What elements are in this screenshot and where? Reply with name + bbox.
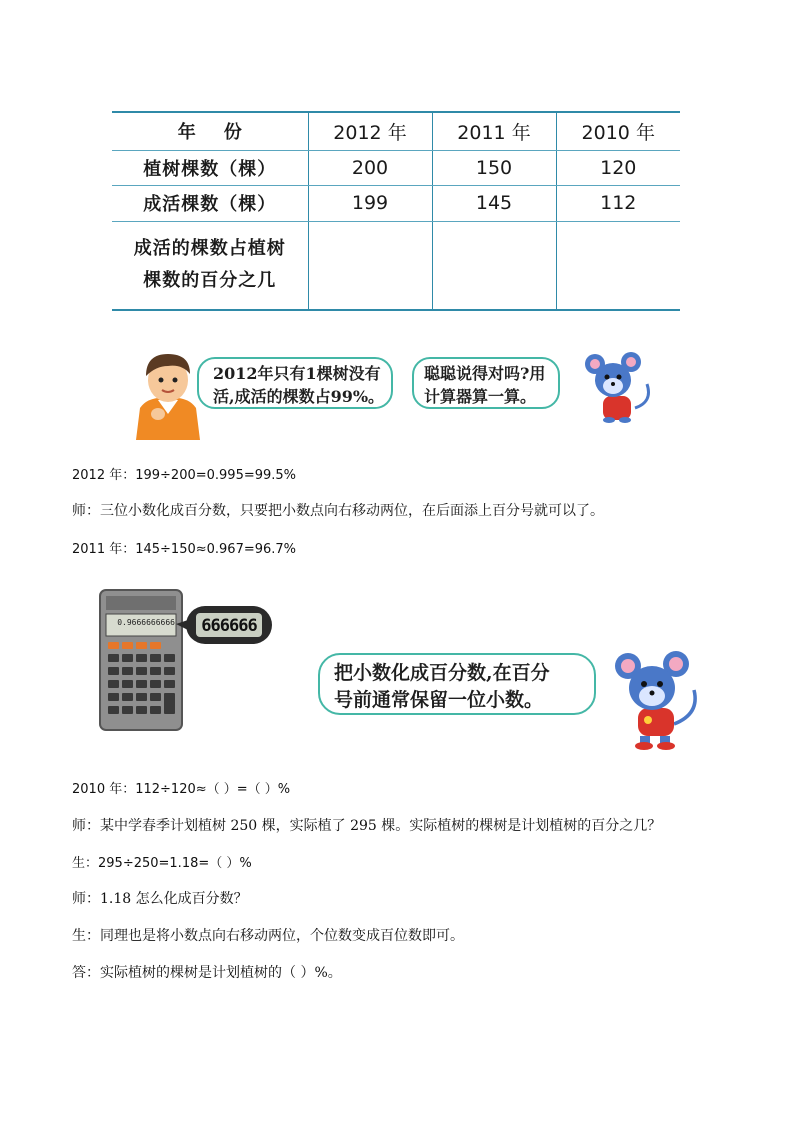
boy-illustration (128, 348, 206, 440)
mouse-tip-line2: 号前通常保留一位小数。 (334, 689, 544, 711)
boy-speech-bubble (197, 357, 393, 409)
row-label-percent-line2: 棵数的百分之几 (143, 270, 277, 292)
student-answer: 生：同理也是将小数点向右移动两位，个位数变成百位数即可。 (72, 928, 464, 944)
cell-percent-2012 (308, 221, 432, 310)
table-row (112, 221, 680, 310)
cell-planted-2012: 200 (308, 150, 432, 185)
final-answer: 答：实际植树的棵树是计划植树的（ ）%。 (72, 965, 342, 981)
cell-planted-2010: 120 (556, 150, 680, 185)
teacher-question: 师：某中学春季计划植树 250 棵，实际植了 295 棵。实际植树的棵树是计划植树的百分之几？ (72, 818, 662, 834)
header-2010: 2010 年 (556, 112, 680, 150)
calculator-zoom-display: 666666 (201, 616, 257, 636)
calc-2012: 2012 年：199÷200=0.995=99.5% (72, 468, 297, 483)
table-row (112, 150, 680, 185)
row-label-percent-line1: 成活的棵数占植树 (133, 238, 286, 260)
table-row (112, 185, 680, 221)
calc-2011: 2011 年：145÷150≈0.967=96.7% (72, 542, 297, 557)
boy-speech-line1: 2012年只有1棵树没有 (213, 364, 381, 383)
calculator-display: 0.9666666666 (117, 618, 175, 627)
cell-percent-2010 (556, 221, 680, 310)
data-table (112, 111, 680, 309)
cell-survived-2011: 145 (432, 185, 556, 221)
mouse-speech-line1: 聪聪说得对吗?用 (424, 364, 546, 383)
cell-survived-2010: 112 (556, 185, 680, 221)
mouse-speech-bubble (412, 357, 560, 409)
mouse-tip-line1: 把小数化成百分数,在百分 (334, 662, 550, 684)
teacher-question-2: 师：1.18 怎么化成百分数？ (72, 891, 248, 907)
mouse-speech-line2: 计算器算一算。 (424, 387, 537, 406)
mouse-illustration-2 (614, 650, 704, 750)
header-2011: 2011 年 (432, 112, 556, 150)
row-label-percent (112, 221, 308, 310)
header-year: 年份 (112, 112, 308, 150)
cell-planted-2011: 150 (432, 150, 556, 185)
boy-speech-line2: 活,成活的棵数占99%。 (213, 387, 385, 406)
table-header-row (112, 112, 680, 150)
calc-2010: 2010 年：112÷120≈（ ）=（ ）% (72, 782, 291, 797)
calculator-illustration (98, 588, 278, 734)
cell-percent-2011 (432, 221, 556, 310)
mouse-illustration (583, 350, 655, 426)
row-label-survived: 成活棵数（棵） (112, 185, 308, 221)
mouse-tip-bubble (318, 653, 596, 715)
teacher-note-1: 师：三位小数化成百分数，只要把小数点向右移动两位，在后面添上百分号就可以了。 (72, 503, 604, 519)
header-2012: 2012 年 (308, 112, 432, 150)
cell-survived-2012: 199 (308, 185, 432, 221)
row-label-planted: 植树棵数（棵） (112, 150, 308, 185)
student-calc: 生：295÷250=1.18=（ ）% (72, 856, 252, 871)
